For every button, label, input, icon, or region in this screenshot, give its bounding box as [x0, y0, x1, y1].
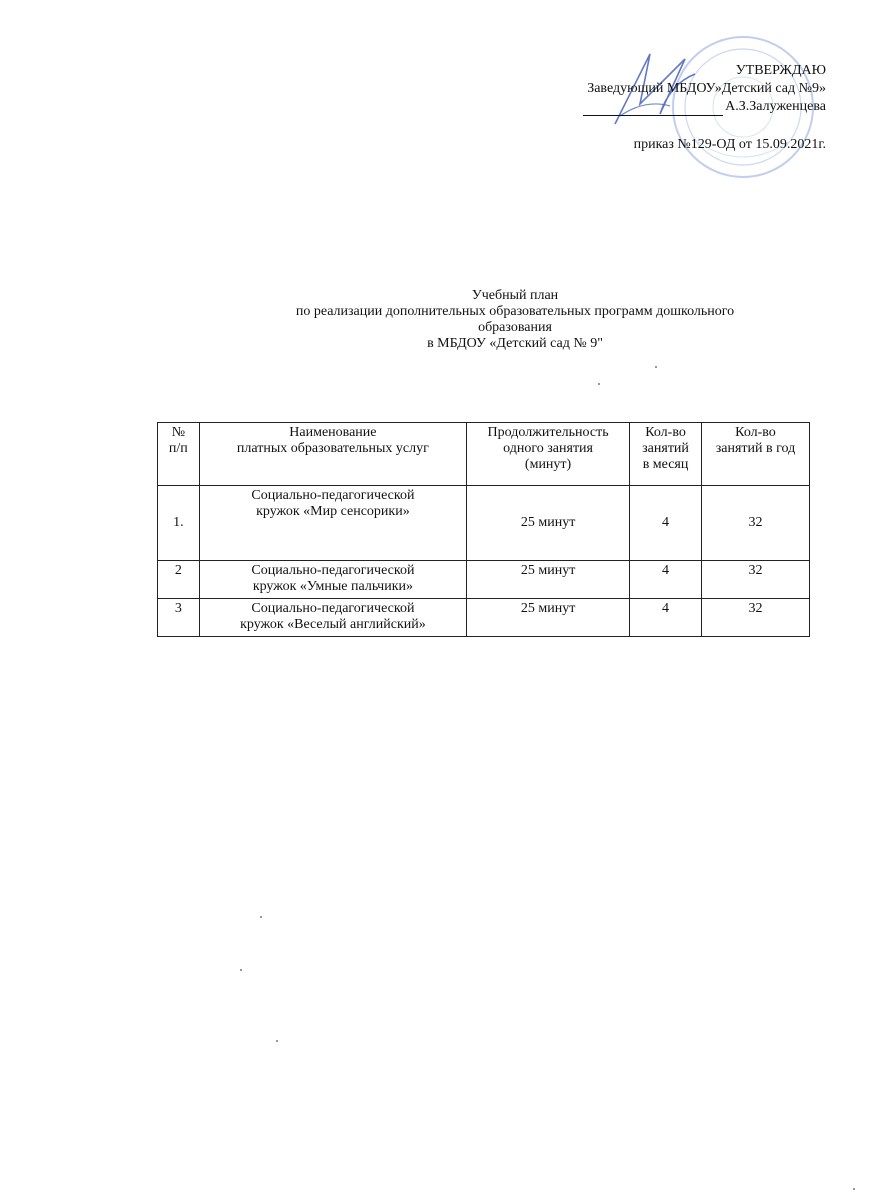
- approval-order: приказ №129-ОД от 15.09.2021г.: [633, 137, 826, 152]
- signature-underline: [583, 101, 723, 116]
- row-service-name: Социально-педагогической кружок «Умные пальчики»: [199, 561, 466, 599]
- title-line-1: Учебный план: [471, 288, 559, 303]
- approval-position: Заведующий МБДОУ»Детский сад №9»: [587, 81, 826, 96]
- row-duration: 25 минут: [467, 486, 630, 561]
- title-line-2: по реализации дополнительных образовательных программ дошкольного: [295, 304, 735, 319]
- table-header-row: [158, 423, 810, 486]
- row-number: 3: [158, 599, 200, 637]
- row-duration: 25 минут: [467, 561, 630, 599]
- header-per-month: Кол-во занятий в месяц: [630, 423, 702, 486]
- scan-speck: [655, 366, 657, 368]
- approval-signer: А.З.Залуженцева: [725, 99, 826, 114]
- header-per-year: Кол-во занятий в год: [701, 423, 809, 486]
- row-number: 1.: [158, 486, 200, 561]
- title-line-4: в МБДОУ «Детский сад № 9": [427, 336, 603, 351]
- approval-block: [506, 62, 826, 154]
- row-per-month: 4: [630, 561, 702, 599]
- table-row: [158, 599, 810, 637]
- table-row: [158, 561, 810, 599]
- plan-table: [157, 422, 810, 637]
- row-per-month: 4: [630, 599, 702, 637]
- scan-speck: [853, 1188, 855, 1190]
- row-number: 2: [158, 561, 200, 599]
- approval-title: УТВЕРЖДАЮ: [735, 63, 826, 78]
- header-service-name: Наименование платных образовательных услуг: [199, 423, 466, 486]
- header-duration: Продолжительность одного занятия (минут): [467, 423, 630, 486]
- header-number: № п/п: [158, 423, 200, 486]
- scan-speck: [598, 383, 600, 385]
- row-per-month: 4: [630, 486, 702, 561]
- title-line-3: образования: [478, 320, 552, 335]
- document-title: [200, 288, 830, 352]
- table-row: [158, 486, 810, 561]
- row-per-year: 32: [701, 561, 809, 599]
- row-per-year: 32: [701, 486, 809, 561]
- scan-speck: [260, 916, 262, 918]
- scan-speck: [276, 1040, 278, 1042]
- row-service-name: Социально-педагогической кружок «Мир сенсорики»: [199, 486, 466, 561]
- signature-line: [506, 98, 826, 116]
- row-per-year: 32: [701, 599, 809, 637]
- scan-speck: [240, 969, 242, 971]
- row-duration: 25 минут: [467, 599, 630, 637]
- row-service-name: Социально-педагогической кружок «Веселый английский»: [199, 599, 466, 637]
